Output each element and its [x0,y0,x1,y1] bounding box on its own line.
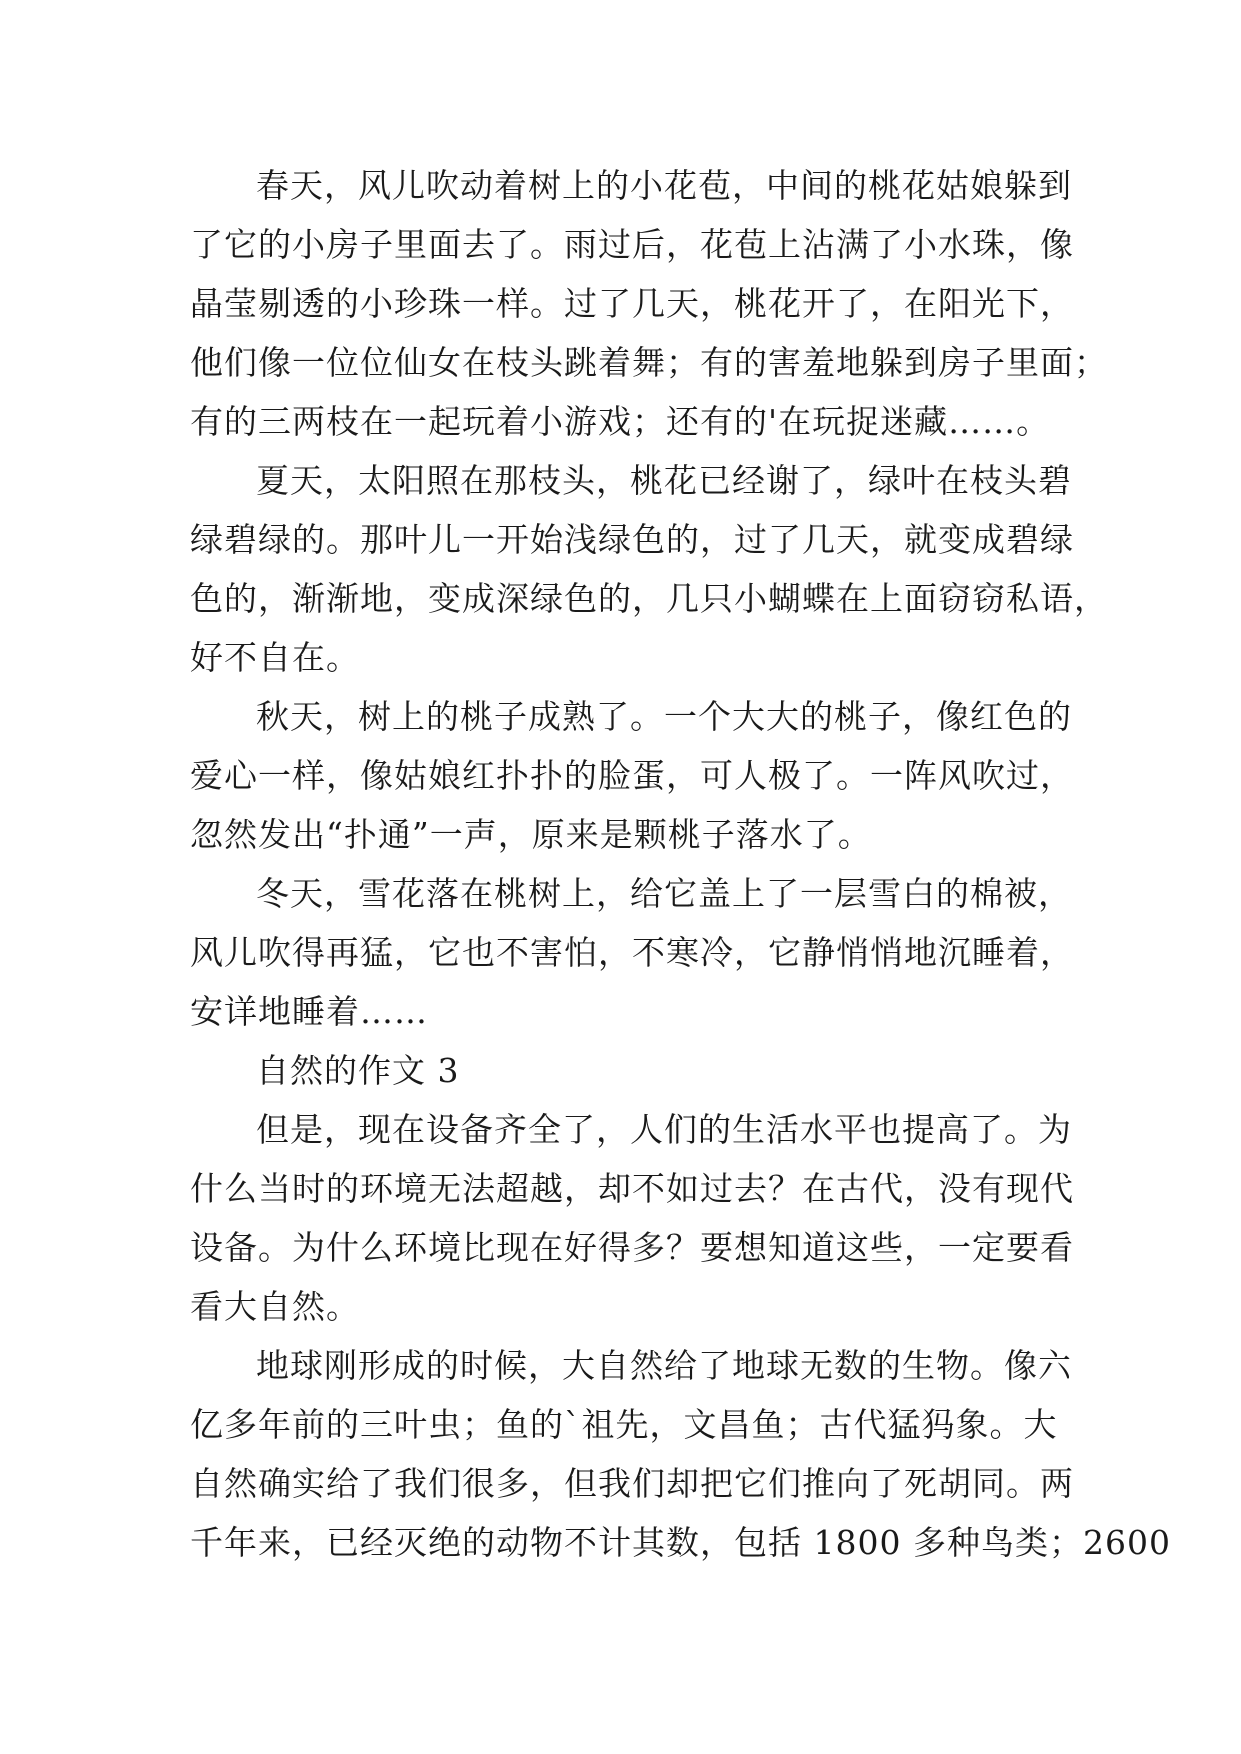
document-body [190,156,1171,1572]
text-line: 春天，风儿吹动着树上的小花苞，中间的桃花姑娘躲到 [256,166,1072,205]
text-line: 绿碧绿的。那叶儿一开始浅绿色的，过了几天，就变成碧绿 [190,520,1074,559]
text-line: 什么当时的环境无法超越，却不如过去？在古代，没有现代 [190,1169,1074,1208]
text-line: 有的三两枝在一起玩着小游戏；还有的'在玩捉迷藏……。 [190,402,1051,441]
text-line: 晶莹剔透的小珍珠一样。过了几天，桃花开了，在阳光下， [190,284,1074,323]
text-line: 设备。为什么环境比现在好得多？要想知道这些，一定要看 [190,1228,1074,1267]
text-line: 夏天，太阳照在那枝头，桃花已经谢了，绿叶在枝头碧 [256,461,1072,500]
text-line: 地球刚形成的时候，大自然给了地球无数的生物。像六 [256,1346,1072,1385]
text-line: 千年来，已经灭绝的动物不计其数，包括 1800 多种鸟类；2600 [190,1523,1171,1562]
text-line: 亿多年前的三叶虫；鱼的`祖先，文昌鱼；古代猛犸象。大 [190,1405,1058,1444]
text-line: 爱心一样，像姑娘红扑扑的脸蛋，可人极了。一阵风吹过， [190,756,1074,795]
text-line: 忽然发出“扑通”一声，原来是颗桃子落水了。 [190,815,872,854]
section-heading: 自然的作文 3 [256,1051,460,1090]
text-line: 但是，现在设备齐全了，人们的生活水平也提高了。为 [256,1110,1072,1149]
text-line: 了它的小房子里面去了。雨过后，花苞上沾满了小水珠，像 [190,225,1074,264]
text-line: 好不自在。 [190,638,360,677]
text-line: 秋天，树上的桃子成熟了。一个大大的桃子，像红色的 [256,697,1072,736]
text-line: 他们像一位位仙女在枝头跳着舞；有的害羞地躲到房子里面； [190,343,1108,382]
text-line: 色的，渐渐地，变成深绿色的，几只小蝴蝶在上面窃窃私语， [190,579,1108,618]
text-line: 冬天，雪花落在桃树上，给它盖上了一层雪白的棉被， [256,874,1072,913]
text-line: 自然确实给了我们很多，但我们却把它们推向了死胡同。两 [190,1464,1074,1503]
text-line: 看大自然。 [190,1287,360,1326]
text-line: 安详地睡着…… [190,992,428,1031]
text-line: 风儿吹得再猛，它也不害怕，不寒冷，它静悄悄地沉睡着， [190,933,1074,972]
